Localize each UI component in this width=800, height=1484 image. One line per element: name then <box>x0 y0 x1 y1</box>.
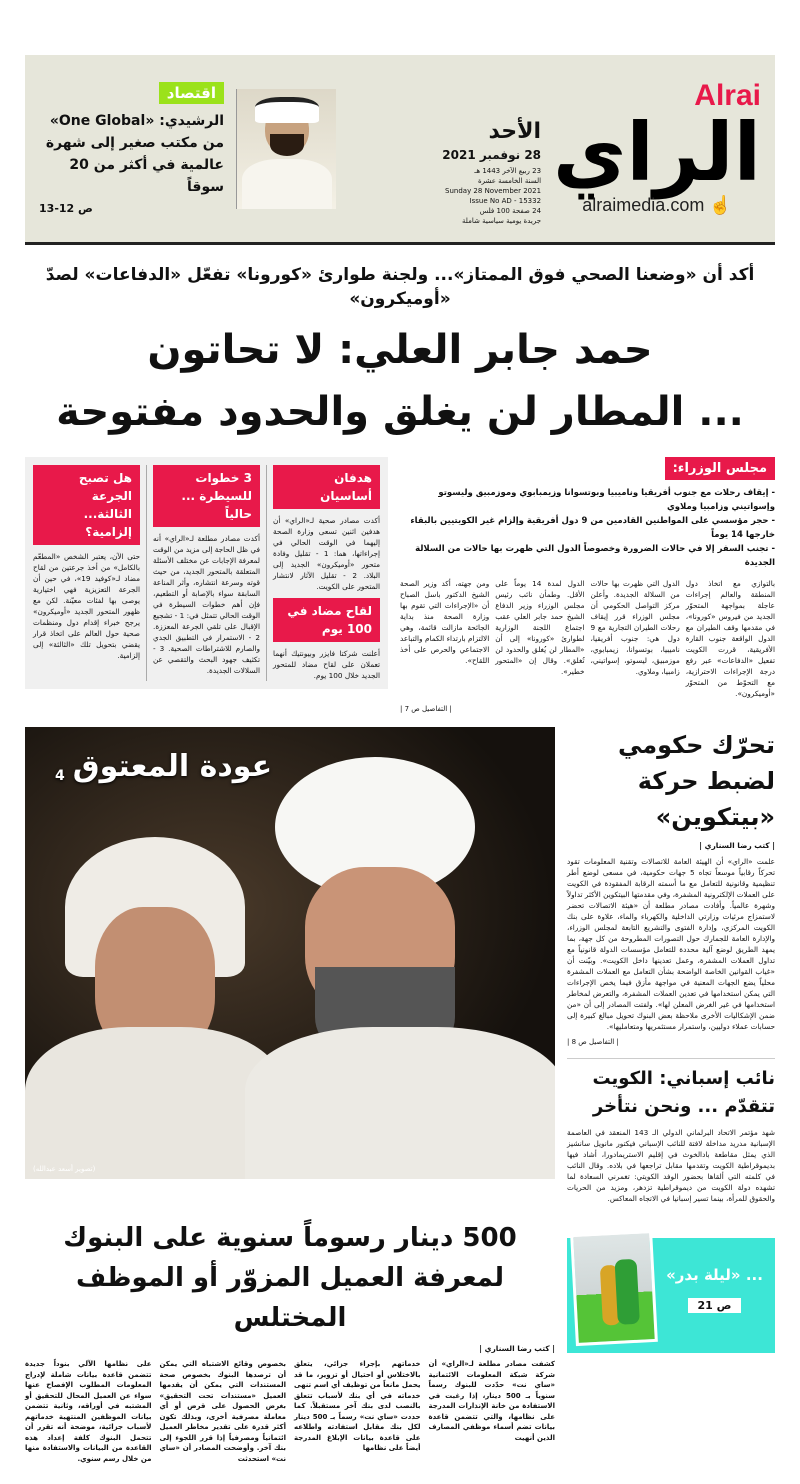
teaser-page-ref: ص 12-13 <box>39 202 93 215</box>
meta-line: Sunday 28 November 2021 <box>445 187 542 195</box>
photo-headline-text: عودة المعتوق <box>72 749 273 784</box>
main-story-column: بالتوازي مع اتخاذ دول المنطقة والعالم إجراءات عاجلة بمواجهة المتحوّر الجديد من فيروس «كورونا»، في مقدمها وقف الطيران مع الدول الواقعة جنوب القارة الأفريقية، قررت الكويت تفعيل «الدفاعات» عبر رفع درجة الإجراءات الاحترازية، مع التحوّط من المتحوّر «أوميكرون». <box>685 579 775 698</box>
box-three-steps <box>153 465 260 681</box>
photo-section <box>25 727 775 1204</box>
headline-line: لمعرفة العميل المزوّر أو الموظف المختلس <box>76 1263 504 1333</box>
banks-column: على نظامها الآلي بنوداً جديدة تتضمن قاعدة بيانات شاملة لإدراج المعلومات المطلوب الإفصاح عنها سواء عن العميل المحال للتحقيق أو المشتبه في أوراقه، وثانية تتضمن بيانات الموظفين المنتهية خدماتهم لأسباب جزائية، موضحة أنه تقرر أن تتحمل البنوك كلفة إعداد هذه القاعدة من البيانات والاستفادة منها من خلال رسم سنوي. <box>25 1360 152 1463</box>
teaser-headline[interactable]: الرشيدي: «One Global» من مكتب صغير إلى شهرة عالمية في أكثر من 20 سوقاً <box>45 113 224 195</box>
box-third-dose <box>33 465 140 681</box>
main-headline[interactable] <box>25 319 775 443</box>
meta-line: جريدة يومية سياسية شاملة <box>462 217 542 225</box>
issue-meta <box>411 166 541 226</box>
bitcoin-body: علمت «الراي» أن الهيئة العامة للاتصالات وتقنية المعلومات تقود تحركاً رقابياً موسعاً تجاه 5 جهات حكومية، في مسعى لوضع أطر تنظيمية وقانونية للتعامل مع ما أسمته الرقابة المفقودة في الكويت على العملات الإلكترونية المشفرة، وفي مقدمتها البيتكوين الأكثر تداولاً وشهرة عالمياً. وأفادت مصادر مطلعة أن «هيئة الاتصالات تحضر لاستمزاج مرئيات وزارتي الداخلية والكهرباء والماء، علاوة على بنك الكويت المركزي، وإدارة الفتوى والتشريع التابعة لمجلس الوزراء، والإدارة العامة للجمارك حول التصورات المطروحة من كل جهة، بما يمهد الطريق لوضع آلية محددة للتعامل مؤسسات الدولة قانونياً مع تداول العملات المشفرة، وعمل تعدينها داخل الكويت». وبيّنت أن «غياب القوانين الخاصة الواضحة بشأن التعامل مع العملات المشفرة محلياً يضع الجهات المعنية في مواجهة مأزق فيما يخص الإجراءات التي يمكن استخدامها في تعدين العملات المشفرة، والتعرض لمخاطر استخدامها في غير الغرض المعلن لها». ولفتت المصادر إلى أن «من ضمن الإشكاليات الأخرى ملاحظة بعض البنوك تحويل مبالغ كبيرة إلى حسابات عملاء دوليين، واستمرار مستثمريها ومتعامليها». <box>567 857 775 1031</box>
banks-story <box>25 1218 555 1464</box>
lead-section <box>25 457 775 713</box>
sports-teaser-title[interactable]: ... «ليلة بدر» <box>666 1266 763 1284</box>
football-photo <box>570 1230 658 1346</box>
cabinet-decisions <box>400 486 775 570</box>
issue-day: الأحد <box>488 119 542 144</box>
meta-line: Issue No AD - 15332 <box>469 197 542 205</box>
box-two-goals <box>273 465 380 681</box>
box-title: 3 خطوات للسيطرة ... حالياً <box>153 465 260 527</box>
logo-arabic[interactable]: الراي <box>553 106 761 199</box>
box-title: هدفان أساسيان <box>273 465 380 509</box>
photo-block <box>25 727 555 1179</box>
photo-credit: (تصوير أسعد عبدالله) <box>33 1165 96 1173</box>
divider <box>266 465 267 681</box>
logo-english[interactable]: Alrai <box>694 79 761 112</box>
banks-columns <box>25 1359 555 1464</box>
cabinet-label: مجلس الوزراء: <box>665 457 775 480</box>
bitcoin-more-link[interactable]: | التفاصيل ص 8 | <box>567 1038 619 1046</box>
divider <box>146 465 147 681</box>
section-label-economy[interactable]: اقتصاد <box>159 82 224 104</box>
banks-column: كشفت مصادر مطلعة لـ«الراي» أن شركة شبكة المعلومات الائتمانية «ساي نت» حدّدت للبنوك رسماً سنوياً بـ 500 دينار، إذا رغبت في الاستفادة من خانة الإنذارات المدرجة على نظامها، والتي تتضمن قاعدة بيانات تضم أسماء موظفي المصارف الذين أنهيت <box>428 1360 555 1442</box>
sports-teaser-text <box>662 1266 767 1313</box>
main-photo[interactable] <box>25 727 555 1179</box>
teaser-portrait[interactable] <box>236 89 336 209</box>
photo-headline[interactable] <box>55 749 272 784</box>
spain-body: شهد مؤتمر الاتحاد البرلماني الدولي الـ 143 المنعقد في العاصمة الإسبانية مدريد مداخلة لافتة للنائب الإسباني فيكتور مانويل سانشيز الذي يمثل مقاطعة بادالخوث في إقليم الاستريمادورا، أشاد فيها بديموقراطية الكويت وتقدمها مقابل تراجعها في بلاده. وقال النائب في كلمته التي ألقاها بحضور الوفد الكويتي: تغمرني السعادة لما تشهده دولة الكويت من ديموقراطية تزدهر، ومزيد من الحريات والحقوق للمرأة، بينما تسير إسبانيا في الاتجاه المعاكس. <box>567 1128 776 1203</box>
banks-column: خدماتهم بإجراء جزائي، يتعلق بالاختلاس أو احتيال أو تزوير، ما قد يحمل مانعاً من توظيف أي اسم تنهى خدماته في أي بنك لأسباب تتعلق بالنصب لدى بنك آخر مستقبلاً. كما حددت «ساي نت» رسماً بـ 500 دينار لكل بنك مقابل استفادته واطلاعه على قاعدة بيانات الإبلاغ المدرجة أيضاً على نظامها <box>294 1360 421 1452</box>
byline: | كتب رضا السناري | <box>699 841 775 850</box>
bitcoin-headline[interactable]: تحرّك حكومي لضبط حركة «بيتكوين» <box>617 731 775 831</box>
banks-headline[interactable] <box>25 1218 555 1338</box>
main-story-more-link[interactable]: | التفاصيل ص 7 | <box>400 705 452 713</box>
issue-info <box>411 119 541 234</box>
main-story <box>400 457 775 713</box>
main-story-column: الدول لمدة 14 يوماً على الأقل. وطمأن نائب رئيس مجلس الوزراء وزير الدفاع الشيخ حمد جابر العلي عقب اجتماع اللجنة الوزارية لطوارئ «كورونا» إلى أن «المطار لن يُغلق والحدود لن تُغلق». وقال إن «المتحور خطير». <box>495 579 585 676</box>
meta-line: السنة الخامسة عشرة <box>477 177 542 185</box>
headline-line: حمد جابر العلي: لا تحاتون <box>147 327 653 373</box>
meta-line: 23 ربيع الآخر 1443 هـ <box>474 167 542 175</box>
website-url[interactable]: alraimedia.com <box>582 195 705 215</box>
meta-line: 24 صفحة 100 فلس <box>479 207 542 215</box>
right-column <box>567 727 775 1204</box>
main-kicker: أكد أن «وضعنا الصحي فوق الممتاز»... ولجنة طوارئ «كورونا» تفعّل «الدفاعات» لصدّ «أوميكرون» <box>45 265 755 309</box>
issue-date: 28 نوفمبر 2021 <box>442 148 542 162</box>
byline: | كتب رضا السناري | <box>479 1344 555 1353</box>
teaser[interactable] <box>39 82 224 215</box>
hand-pointer-icon: ☝ <box>709 195 732 215</box>
box-text: أعلنت شركتا فايزر وبيونتيك أنهما تعملان على لقاح مضاد للمتحور الجديد خلال 100 يوم. <box>273 649 380 680</box>
box-title: لقاح مضاد في 100 يوم <box>273 598 380 642</box>
decision-item: - إيقاف رحلات مع جنوب أفريقيا وناميبيا وبوتسوانا وزيمبابوي وموزمبيق وليسوتو وإسواتيني وزامبيا وملاوي <box>438 488 775 512</box>
main-story-columns <box>400 578 775 699</box>
logo-block[interactable] <box>553 81 761 216</box>
spain-headline[interactable]: نائب إسباني: الكويت تتقدّم ... ونحن نتأخر <box>567 1058 775 1121</box>
decision-item: - تجنب السفر إلا في حالات الضرورة وخصوصاً الدول التي ظهرت بها حالات من السلالة الجديدة <box>415 544 775 568</box>
banks-column: بخصوص وقائع الاشتباه التي يمكن أن ترصدها البنوك بخصوص صحة المستندات التي يمكن أن يقدمها العميل «مستندات تحت التحقيق» بغرض الحصول على قرض أو أي معاملة مصرفية أخرى، وبذلك تكون أكثر قدرة على تقدير مخاطر العميل ائتمانياً ومصرفياً إذا قرر اللجوء إلى بنك آخر. وأوضحت المصادر أن «ساي نت» استحدثت <box>159 1360 286 1463</box>
main-story-column: ومن جهته، أكد وزير الصحة الشيخ الدكتور باسل الصباح أن «الإجراءات التي تقوم بها وزارة الصحة منذ بداية الجائحة مازالت قائمة، وهي الالتزام بارتداء الكمام والتباعد الاجتماعي والحرص على أخذ اللقاح». <box>400 579 490 665</box>
photo-page-ref: 4 <box>55 768 65 784</box>
box-text: أكدت مصادر صحية لـ«الراي» أن هدفين اثنين تسعى وزارة الصحة إليهما في الوقت الحالي في إجراءاتها، هما: 1 - تقليل وفادة متحور «أوميكرون» الجديد إلى البلاد. 2 - تقليل الآثار لانتشار المتحور على الكويت. <box>273 516 380 591</box>
box-text: أكدت مصادر مطلعة لـ«الراي» أنه في ظل الحاجة إلى مزيد من الوقت لمعرفة الإجابات عن مختلف الأسئلة المتعلقة بالمتحور الجديد، من حيث قوته وسرعة انتشاره، وأثر المناعة السابقة سواء بالإصابة أو التطعيم، فإن أهم خطوات السيطرة في الوقت الحالي تتمثل في: 1 - تشجيع الإقبال على تلقي الجرعة المعززة. 2 - الاستمرار في التطبيق الجدي والصارم للاشتراطات الصحية. 3 - تكثيف جهود البحث والتقصي عن السلالات الجديدة. <box>153 534 260 675</box>
bottom-section <box>25 1218 775 1464</box>
sports-teaser-box[interactable] <box>567 1238 775 1353</box>
main-story-column: الدول التي ظهرت بها حالات من السلالة الجديدة. وأعلن مركز التواصل الحكومي أن مجلس الوزراء قرر إيقاف رحلات الطيران التجارية مع 9 دول هي: جنوب أفريقيا، ناميبيا، بوتسوانا، زيمبابوي، موزمبيق، ليسوتو، إسواتيني، زامبيا، وملاوي. <box>590 579 680 676</box>
website-link[interactable] <box>582 195 731 216</box>
headline-line: ... المطار لن يغلق والحدود مفتوحة <box>56 389 744 435</box>
decision-item: - حجر مؤسسي على المواطنين القادمين من 9 دول أفريقية وإلزام غير الكويتيين بالبقاء خارجها 14 يوماً <box>410 516 775 540</box>
masthead <box>25 55 775 245</box>
box-text: حتى الآن، يعتبر الشخص «المطعّم بالكامل» من أخذ جرعتين من لقاح مضاد لـ«كوفيد 19»، في حين أن الجرعة التعزيزية فهي اختيارية يوصى بها لفئات معيّنة. لكن مع ظهور المتحور الجديد «أوميكرون» يرجح خبراء إقدام دول ومنظمات صحية حول العالم على اتخاذ قرار يقضي بتحويل تلك «الثالثة» إلى إلزامية. <box>33 552 140 660</box>
sports-page-ref: ص 21 <box>688 1298 742 1313</box>
box-title: هل تصبح الجرعة الثالثة... إلزامية؟ <box>33 465 140 545</box>
sidebar-boxes <box>25 457 388 689</box>
headline-line: 500 دينار رسوماً سنوية على البنوك <box>63 1223 517 1253</box>
